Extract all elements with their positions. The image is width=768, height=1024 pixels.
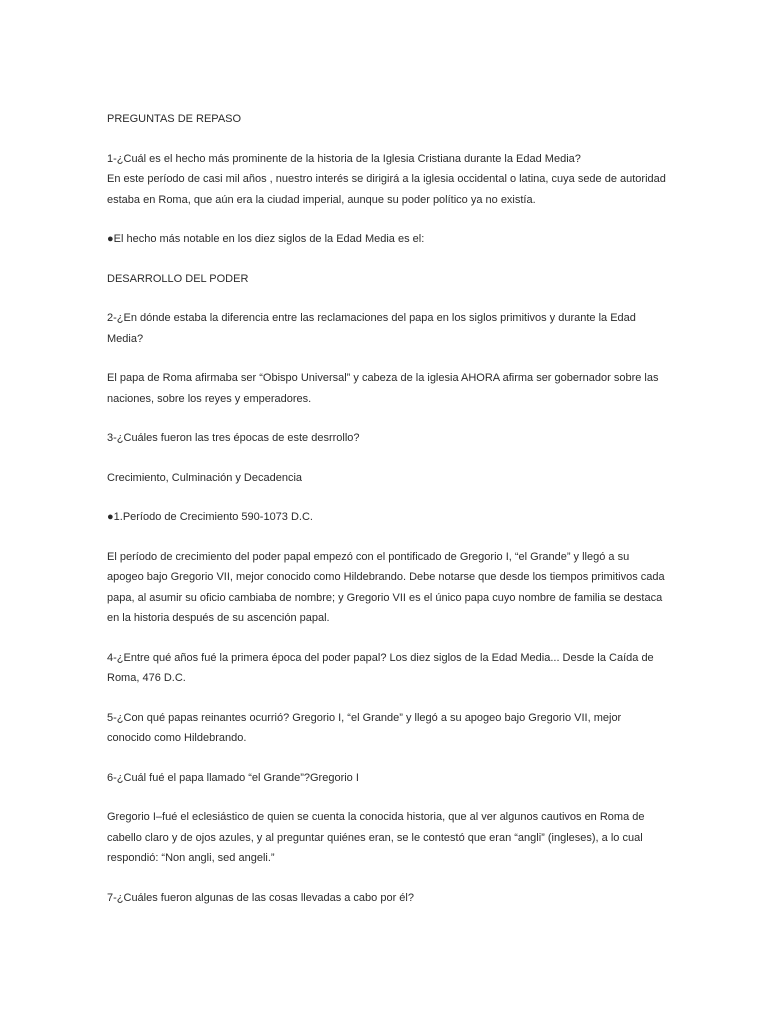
heading-desarrollo: DESARROLLO DEL PODER	[107, 272, 249, 285]
document-body	[107, 109, 667, 927]
paragraph-gregorio: Gregorio I–fué el eclesiástico de quien se cuenta la conocida historia, que al ver algunos cautivos en Roma de cabello claro y de ojos azules, y al preguntar quiénes eran, se le contestó que eran “angli” (ingleses), a lo cual respondió: “Non angli, sed angeli.”	[107, 811, 645, 864]
question-7: 7-¿Cuáles fueron algunas de las cosas llevadas a cabo por él?	[107, 891, 414, 904]
question-5: 5-¿Con qué papas reinantes ocurrió? Gregorio I, “el Grande” y llegó a su apogeo bajo Gregorio VII, mejor conocido como Hildebrando.	[107, 711, 622, 744]
bullet-periodo-crecimiento: ●1.Período de Crecimiento 590-1073 D.C.	[107, 511, 313, 523]
paragraph-crecimiento: El período de crecimiento del poder papal empezó con el pontificado de Gregorio I, “el Grande” y llegó a su apogeo bajo Gregorio VII, mejor conocido como Hildebrando. Debe notarse que desde los tiempos primitivos cada papa, al asumir su oficio cambiaba de nombre; y Gregorio VII es el único papa cuyo nombre de familia se destaca en la historia después de su ascención papal.	[107, 550, 665, 624]
bullet-hecho-notable: ●El hecho más notable en los diez siglos de la Edad Media es el:	[107, 233, 425, 245]
question-4: 4-¿Entre qué años fué la primera época del poder papal? Los diez siglos de la Edad Media... Desde la Caída de Roma, 476 D.C.	[107, 651, 654, 684]
heading-preguntas: PREGUNTAS DE REPASO	[107, 113, 242, 125]
answer-1: En este período de casi mil años , nuestro interés se dirigirá a la iglesia occidental o latina, cuya sede de autoridad estaba en Roma, que aún era la ciudad imperial, aunque su poder político ya no existía.	[107, 173, 666, 206]
question-2: 2-¿En dónde estaba la diferencia entre las reclamaciones del papa en los siglos primitivos y durante la Edad Media?	[107, 312, 636, 345]
question-6: 6-¿Cuál fué el papa llamado “el Grande”?Gregorio I	[107, 771, 359, 784]
question-3: 3-¿Cuáles fueron las tres épocas de este desrrollo?	[107, 432, 360, 444]
answer-3: Crecimiento, Culminación y Decadencia	[107, 471, 303, 484]
question-1: 1-¿Cuál es el hecho más prominente de la historia de la Iglesia Cristiana durante la Edad Media?	[107, 152, 581, 165]
answer-2: El papa de Roma afirmaba ser “Obispo Universal” y cabeza de la iglesia AHORA afirma ser gobernador sobre las naciones, sobre los reyes y emperadores.	[107, 372, 659, 405]
